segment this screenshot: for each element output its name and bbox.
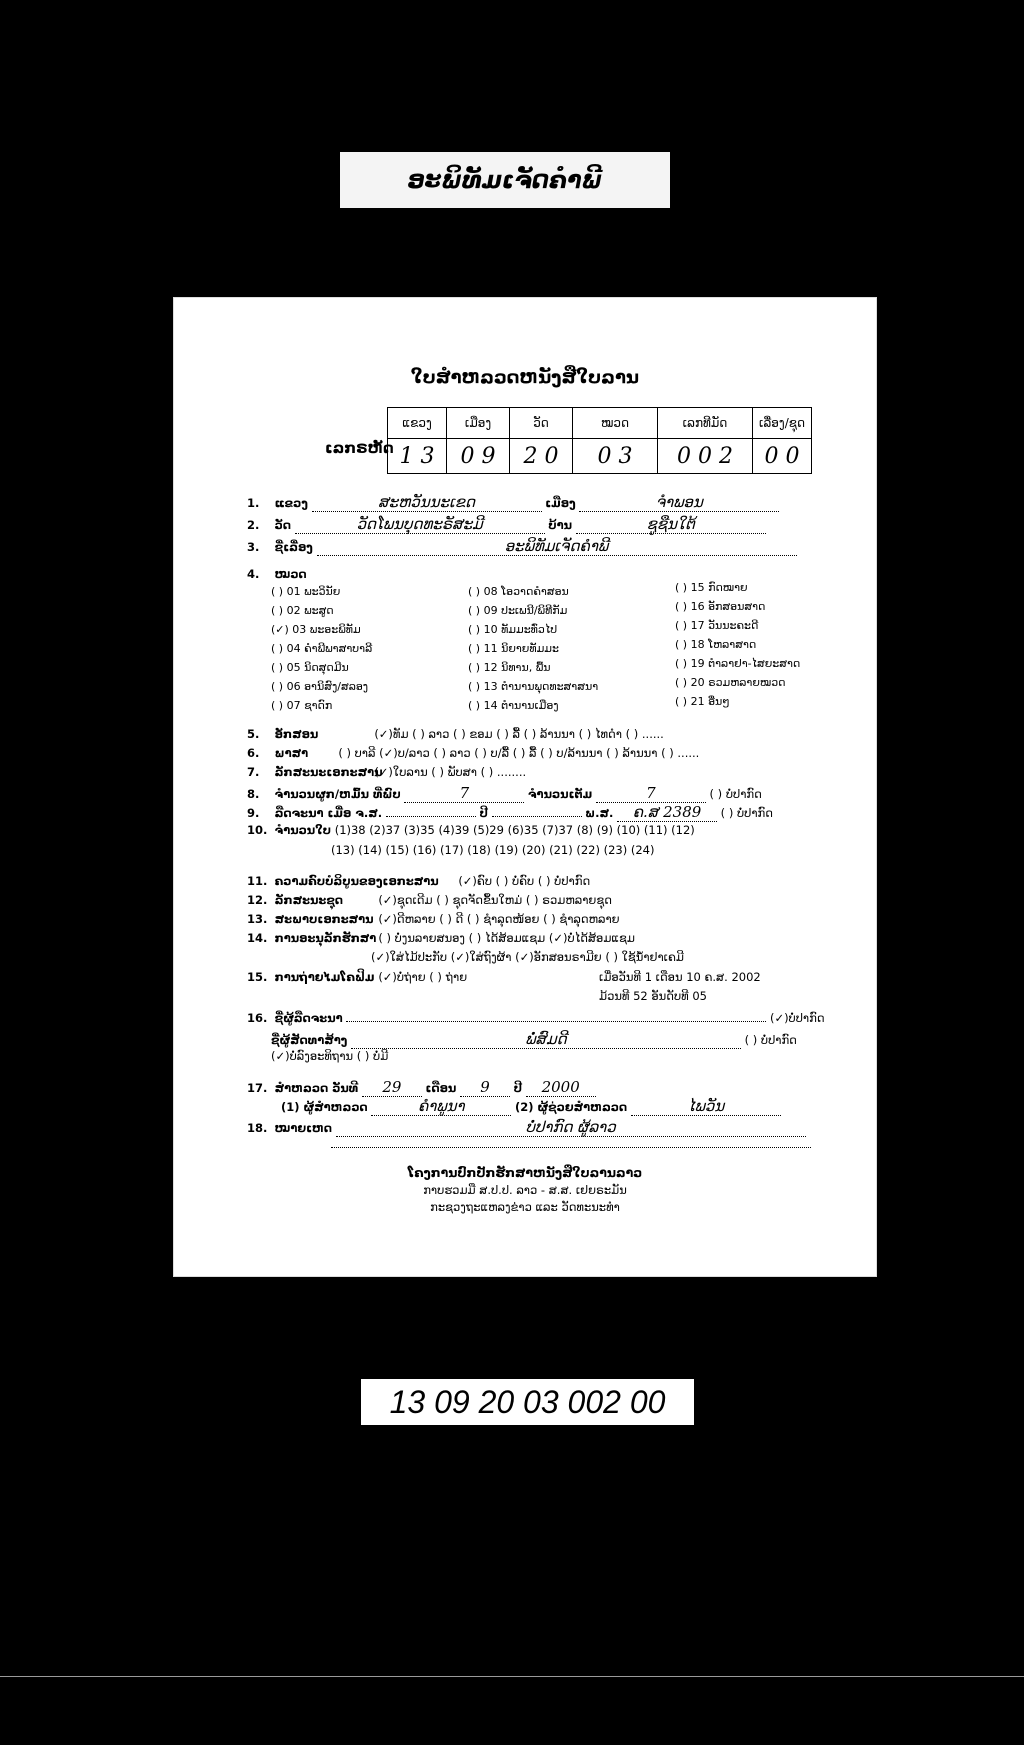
category-06: ( ) 06 ອານິສົງ/ສລອງ xyxy=(271,680,369,693)
row-scribe: 16. ຊື່ຜູ້ລືດຈະນາ (✓)ບໍ່ປາກົດ xyxy=(247,1011,825,1025)
code-header-temple: ວັດ xyxy=(510,408,573,439)
divider-line xyxy=(0,1676,1024,1677)
document-code-label: 13 09 20 03 002 00 xyxy=(361,1379,694,1425)
row-inscribed-date: 9. ລືດຈະນາ ເມື່ອ ຈ.ສ. ປີ ພ.ສ. ຄ.ສ 2389 ( ) ບໍ່ປາກົດ xyxy=(247,803,773,821)
category-02: ( ) 02 ພະສູດ xyxy=(271,604,334,617)
row-survey-date: 17. ສຳຫລວດ ວັນທີ 29 ເດືອນ 9 ປີ 2000 xyxy=(247,1078,596,1097)
category-21: ( ) 21 ອື່ນໆ xyxy=(675,695,730,708)
category-20: ( ) 20 ຣວມຫລາຍໝວດ xyxy=(675,676,786,689)
leaf-count-line2: (13) (14) (15) (16) (17) (18) (19) (20) (21) (22) (23) (24) xyxy=(331,843,655,857)
surveyor-value: ຄຳພູນາ xyxy=(371,1097,511,1116)
footer-cooperation: ກາບຮວມມື ສ.ປ.ປ. ລາວ - ສ.ສ. ເຢຍຣະມັນ xyxy=(423,1183,627,1197)
code-digits-bundle: 0 0 2 xyxy=(658,439,753,474)
document-title-label: ອະພິທັມເຈັດຄຳພີ xyxy=(340,152,670,208)
row-language: 6. ພາສາ ( ) ບາລີ (✓)ບ/ລາວ ( ) ລາວ ( ) ບ/ລື້ ( ) ລື້ ( ) ບ/ລ້ານນາ ( ) ລ້ານນາ ( ) ...... xyxy=(247,746,700,760)
category-12: ( ) 12 ນິທານ, ພື້ນ xyxy=(468,661,551,674)
language-options: ( ) ບາລີ (✓)ບ/ລາວ ( ) ລາວ ( ) ບ/ລື້ ( ) ລື້ ( ) ບ/ລ້ານນາ ( ) ລ້ານນາ ( ) ...... xyxy=(338,746,700,760)
row-leaf-count: 10. ຈຳນວນໃບ (1)38 (2)37 (3)35 (4)39 (5)29 (6)35 (7)37 (8) (9) (10) (11) (12) xyxy=(247,823,695,837)
script-options: (✓)ທັມ ( ) ລາວ ( ) ຂອມ ( ) ລື້ ( ) ລ້ານນາ ( ) ໄທດຳ ( ) ...... xyxy=(374,727,664,741)
category-10: ( ) 10 ທັມມະທົ່ວໄປ xyxy=(468,623,558,636)
bundle-full-value: 7 xyxy=(596,784,706,803)
code-header-category: ໝວດ xyxy=(573,408,658,439)
code-header-province: ແຂວງ xyxy=(388,408,447,439)
remarks-value: ບໍ່ປາກົດ ຜູ້ລາວ xyxy=(336,1118,806,1137)
category-08: ( ) 08 ໂອວາດຄຳສອນ xyxy=(468,585,569,598)
row-bundle-count: 8. ຈຳນວນຜູກ/ຫມົ້ນ ທີ່ພົບ 7 ຈຳນວນເຕັມ 7 ( ) ບໍ່ປາກົດ xyxy=(247,784,762,802)
row-surveyors: (1) ຜູ້ສຳຫລວດ ຄຳພູນາ (2) ຜູ້ຊ່ວຍສຳຫລວດ ໄພວັນ xyxy=(281,1097,781,1116)
row-title: 3. ຊື່ເລື່ອງ ອະພິທັມເຈັດຄຳພີ xyxy=(247,537,797,556)
code-header-row xyxy=(388,408,812,439)
category-16: ( ) 16 ອັກສອນສາດ xyxy=(675,600,766,613)
footer-project: ໂຄງການປົກປັກຮັກສາຫນັງສືໃບລານລາວ xyxy=(407,1165,643,1180)
row-completeness: 11. ຄວາມຄົບບໍລິບູນຂອງເອກະສານ (✓)ຄົບ ( ) ບໍ່ຄົບ ( ) ບໍ່ປາກົດ xyxy=(247,874,591,888)
code-digits-province: 1 3 xyxy=(388,439,447,474)
row-script: 5. ອັກສອນ (✓)ທັມ ( ) ລາວ ( ) ຂອມ ( ) ລື້ ( ) ລ້ານນາ ( ) ໄທດຳ ( ) ...... xyxy=(247,727,664,741)
code-table xyxy=(387,407,812,474)
row-remarks: 18. ໝາຍເຫດ ບໍ່ປາກົດ ຜູ້ລາວ xyxy=(247,1118,806,1137)
leaf-count-line1: (1)38 (2)37 (3)35 (4)39 (5)29 (6)35 (7)37 (8) (9) (10) (11) (12) xyxy=(334,823,695,837)
code-header-district: ເມືອງ xyxy=(447,408,510,439)
code-digits-title: 0 0 xyxy=(753,439,812,474)
conservation-line2: (✓)ໃສ່ໄມ້ປະກັບ (✓)ໃສ່ຖົງຜ້າ (✓)ອັກສອນຣາມີຍ ( ) ໃຊ້ນ້ຳຢາເຄມີ xyxy=(371,950,684,964)
code-digit-row xyxy=(388,439,812,474)
code-header-title: ເລື່ອງ/ຊຸດ xyxy=(753,408,812,439)
row-province: 1. ແຂວງ ສະຫວັນນະເຂດ ເມືອງ ຈຳພອນ xyxy=(247,493,779,512)
category-11: ( ) 11 ນິຍາຍທັມມະ xyxy=(468,642,559,655)
assistant-value: ໄພວັນ xyxy=(631,1097,781,1116)
category-09: ( ) 09 ປະເພນີ/ພິທີກັມ xyxy=(468,604,568,617)
code-digits-category: 0 3 xyxy=(573,439,658,474)
category-17: ( ) 17 ວັນນະຄະດີ xyxy=(675,619,759,632)
row-sponsor: ຊື່ຜູ້ສັດທາສ້າງ ພໍ່ສົມດີ ( ) ບໍ່ປາກົດ xyxy=(271,1030,797,1048)
village-value: ຊູຊືນໃຕ້ xyxy=(576,515,766,534)
row-condition: 13. ສະພາບເອກະສານ (✓)ດີຫລາຍ ( ) ດີ ( ) ຊຳລຸດໜ້ອຍ ( ) ຊຳລຸດຫລາຍ xyxy=(247,912,620,926)
category-04: ( ) 04 ຄຳພີພາສາບາລີ xyxy=(271,642,373,655)
category-14: ( ) 14 ຕຳນານເມືອງ xyxy=(468,699,559,712)
remarks-line2 xyxy=(331,1137,811,1151)
bundle-found-value: 7 xyxy=(404,784,524,803)
microfilm-roll: ມ້ວນທີ 52 ອັນດັບທີ 05 xyxy=(599,989,707,1003)
row-set-type: 12. ລັກສະນະຊຸດ (✓)ຊຸດເດີມ ( ) ຊຸດຈັດຂຶ້ນໃຫມ່ ( ) ຣວມຫລາຍຊຸດ xyxy=(247,893,612,907)
row-document-type: 7. ລັກສະນະເອກະສານ (✓)ໃບລານ ( ) ພັບສາ ( ) ........ xyxy=(247,765,527,779)
row-microfilm: 15. ການຖ່າຍໄມໂຄຟິມ (✓)ບໍ່ຖ່າຍ ( ) ຖ່າຍ xyxy=(247,970,468,984)
province-value: ສະຫວັນນະເຂດ xyxy=(312,493,542,512)
inscribed-year-value: ຄ.ສ 2389 xyxy=(617,803,717,822)
category-05: ( ) 05 ນິດສຸດມີນ xyxy=(271,661,349,674)
category-13: ( ) 13 ຕຳນານພຸດທະສາສນາ xyxy=(468,680,599,693)
code-label: ເລກຣຫັດ xyxy=(325,439,394,457)
sponsor-value: ພໍ່ສົມດີ xyxy=(351,1030,741,1049)
code-digits-temple: 2 0 xyxy=(510,439,573,474)
code-header-bundle: ເລກທີມັດ xyxy=(658,408,753,439)
survey-form-sheet xyxy=(173,297,877,1277)
category-15: ( ) 15 ກົດໝາຍ xyxy=(675,581,748,594)
code-digits-district: 0 9 xyxy=(447,439,510,474)
category-19: ( ) 19 ຕຳລາຢາ-ໄສຍະສາດ xyxy=(675,657,801,670)
row-category-label: 4. ໝວດ xyxy=(247,567,307,581)
category-07: ( ) 07 ຊາດົກ xyxy=(271,699,333,712)
form-title: ໃບສຳຫລວດຫນັງສືໃບລານ xyxy=(410,367,640,388)
footer-ministry: ກະຊວງຖະແຫລງຂ່າວ ແລະ ວັດທະນະທຳ xyxy=(430,1200,620,1214)
row-conservation: 14. ການອະນຸລັກຮັກສາ ( ) ບໍ່ງນລາຍສນອງ ( ) ໄດ້ສ້ອມແຊມ (✓)ບໍ່ໄດ້ສ້ອມແຊມ xyxy=(247,931,635,945)
temple-value: ວັດໂພນບຸດທະຣັສະມີ xyxy=(295,515,545,534)
row-dedication: (✓)ບໍ່ລົງອະທິຖານ ( ) ບໍ່ມີ xyxy=(271,1049,389,1063)
district-value: ຈຳພອນ xyxy=(579,493,779,512)
category-01: ( ) 01 ພະວິນັຍ xyxy=(271,585,341,598)
microfilm-date: ເມື່ອວັນທີ 1 ເດືອນ 10 ຄ.ສ. 2002 xyxy=(599,970,761,984)
category-18: ( ) 18 ໂຫລາສາດ xyxy=(675,638,757,651)
category-03: (✓) 03 ພະອະພິທັມ xyxy=(271,623,361,636)
document-type-options: (✓)ໃບລານ ( ) ພັບສາ ( ) ........ xyxy=(374,765,527,779)
title-value: ອະພິທັມເຈັດຄຳພີ xyxy=(317,537,797,556)
row-temple: 2. ວັດ ວັດໂພນບຸດທະຣັສະມີ ບ້ານ ຊູຊືນໃຕ້ xyxy=(247,515,766,534)
